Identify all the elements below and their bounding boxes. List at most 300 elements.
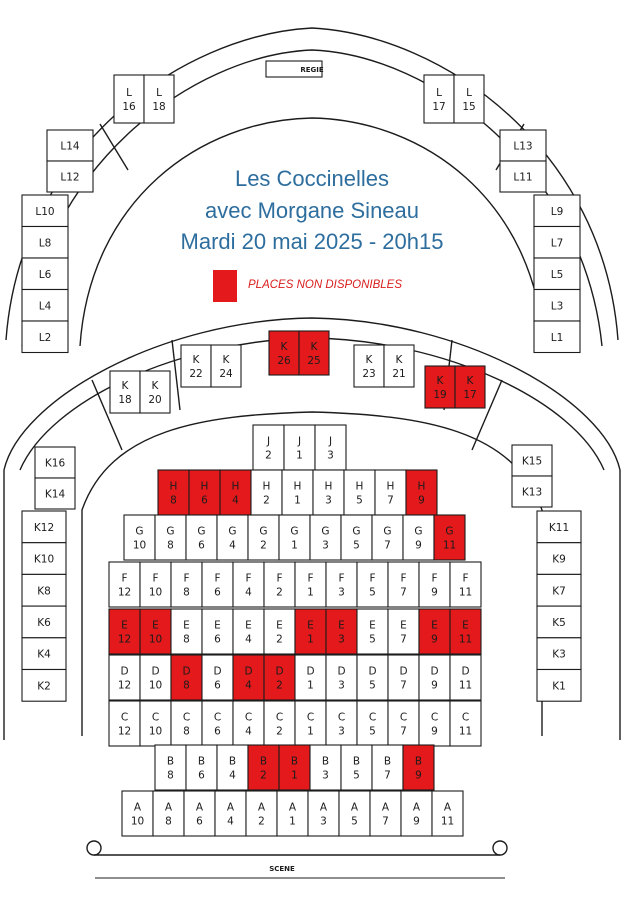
seat-c2[interactable] [264, 701, 295, 746]
seat-c4-row: C [244, 711, 253, 724]
seat-f6[interactable] [202, 562, 233, 607]
seat-d1-number: 1 [307, 679, 314, 692]
seat-e9-number: 9 [431, 633, 438, 646]
seat-h2[interactable] [251, 470, 282, 515]
seat-h3-number: 3 [325, 494, 332, 507]
seat-d2-row: D [275, 665, 284, 678]
seat-a3-row: A [319, 801, 328, 814]
seat-c1-number: 1 [307, 725, 314, 738]
seat-c4[interactable] [233, 701, 264, 746]
seat-l7-label: L7 [550, 237, 564, 250]
seat-f3-row: F [338, 572, 345, 585]
seat-a7[interactable] [370, 791, 401, 836]
seat-h5[interactable] [344, 470, 375, 515]
seat-k1-label: K1 [552, 680, 566, 693]
seat-b4-row: B [228, 755, 237, 768]
seat-a5[interactable] [339, 791, 370, 836]
seat-d10-row: D [151, 665, 160, 678]
seat-a2-number: 2 [258, 815, 265, 828]
seat-a6[interactable] [184, 791, 215, 836]
seat-a7-row: A [381, 801, 390, 814]
seat-c9-number: 9 [431, 725, 438, 738]
seat-b2[interactable] [248, 745, 279, 790]
seat-a7-number: 7 [382, 815, 389, 828]
seat-h5-number: 5 [356, 494, 363, 507]
seat-f4[interactable] [233, 562, 264, 607]
seat-g10[interactable] [124, 515, 155, 560]
seat-a4-number: 4 [227, 815, 234, 828]
seat-a4-row: A [226, 801, 235, 814]
seat-k14-label: K14 [44, 488, 66, 501]
seat-k19-row: K [436, 375, 444, 387]
seat-f10-number: 10 [148, 586, 163, 599]
seat-h8-row: H [169, 480, 178, 493]
seat-g5-number: 5 [353, 539, 360, 552]
seat-e11[interactable] [450, 609, 481, 654]
seat-h2-row: H [262, 480, 271, 493]
regie-label: REGIE [300, 66, 324, 74]
seat-g8-number: 8 [167, 539, 174, 552]
seat-e5-number: 5 [369, 633, 376, 646]
event-performer: avec Morgane Sineau [204, 198, 420, 223]
seat-g9[interactable] [403, 515, 434, 560]
seat-f7[interactable] [388, 562, 419, 607]
seat-d4-number: 4 [245, 679, 252, 692]
seat-b5[interactable] [341, 745, 372, 790]
seat-l11-label: L11 [513, 171, 533, 184]
seat-a3[interactable] [308, 791, 339, 836]
seat-e9[interactable] [419, 609, 450, 654]
seat-b3[interactable] [310, 745, 341, 790]
seat-l18-number: 18 [152, 101, 166, 113]
seat-c7-number: 7 [400, 725, 407, 738]
seat-c9-row: C [430, 711, 439, 724]
seat-e7[interactable] [388, 609, 419, 654]
seat-l8-label: L8 [38, 237, 52, 250]
seat-c5-number: 5 [369, 725, 376, 738]
seat-b1[interactable] [279, 745, 310, 790]
seat-a10[interactable] [122, 791, 153, 836]
seat-a3-number: 3 [320, 815, 327, 828]
seat-a11-row: A [443, 801, 452, 814]
seat-d8[interactable] [171, 655, 202, 700]
seat-k22[interactable] [181, 345, 211, 387]
seat-k16-label: K16 [44, 457, 66, 470]
seat-c12[interactable] [109, 701, 140, 746]
seat-f11-number: 11 [458, 586, 473, 599]
seat-d10[interactable] [140, 655, 171, 700]
seat-g6[interactable] [186, 515, 217, 560]
seat-k26[interactable] [269, 331, 299, 375]
seat-b4[interactable] [217, 745, 248, 790]
seat-f11[interactable] [450, 562, 481, 607]
seat-f8[interactable] [171, 562, 202, 607]
seat-e2[interactable] [264, 609, 295, 654]
seat-l4-label: L4 [38, 300, 52, 313]
seat-e12-row: E [121, 619, 128, 632]
seat-b8-row: B [166, 755, 175, 768]
seat-c2-row: C [275, 711, 284, 724]
scene-label: SCENE [269, 865, 295, 873]
seat-d5-row: D [368, 665, 377, 678]
seat-e6-number: 6 [214, 633, 221, 646]
seat-k26-row: K [280, 341, 288, 353]
seat-e1-row: E [307, 619, 314, 632]
seat-f1[interactable] [295, 562, 326, 607]
seat-h8[interactable] [158, 470, 189, 515]
seat-j3-number: 3 [327, 449, 334, 462]
seat-g3-row: G [321, 525, 330, 538]
seat-k20-number: 20 [148, 394, 162, 406]
seat-a9-row: A [412, 801, 421, 814]
seat-a1-number: 1 [289, 815, 296, 828]
seat-j3[interactable] [315, 425, 346, 470]
seat-d12[interactable] [109, 655, 140, 700]
seat-e6-row: E [214, 619, 221, 632]
seat-g4-number: 4 [229, 539, 236, 552]
seat-g7-row: G [383, 525, 392, 538]
seat-a1[interactable] [277, 791, 308, 836]
seat-e10[interactable] [140, 609, 171, 654]
seat-a9-number: 9 [413, 815, 420, 828]
seat-l18[interactable] [144, 75, 174, 123]
seat-k22-row: K [192, 354, 200, 366]
seat-h9-row: H [417, 480, 426, 493]
seat-k21-number: 21 [392, 368, 406, 380]
seat-c3-number: 3 [338, 725, 345, 738]
seat-f5[interactable] [357, 562, 388, 607]
seat-g2-row: G [259, 525, 268, 538]
seat-d1-row: D [306, 665, 315, 678]
seat-e1-number: 1 [307, 633, 314, 646]
seat-k17[interactable] [455, 366, 485, 408]
seat-j2-number: 2 [265, 449, 272, 462]
seat-a11-number: 11 [440, 815, 455, 828]
seat-l3-label: L3 [550, 300, 564, 313]
seat-g1-row: G [290, 525, 299, 538]
seat-b7-number: 7 [384, 769, 391, 782]
seat-a5-number: 5 [351, 815, 358, 828]
seat-h4[interactable] [220, 470, 251, 515]
seat-b2-number: 2 [260, 769, 267, 782]
seat-k18-number: 18 [118, 394, 132, 406]
seat-g7[interactable] [372, 515, 403, 560]
seat-f5-number: 5 [369, 586, 376, 599]
seat-e8[interactable] [171, 609, 202, 654]
seat-l15-number: 15 [462, 101, 476, 113]
seat-f9-number: 9 [431, 586, 438, 599]
seat-g2-number: 2 [260, 539, 267, 552]
seat-f12-number: 12 [117, 586, 132, 599]
seat-b6[interactable] [186, 745, 217, 790]
seat-f3[interactable] [326, 562, 357, 607]
seat-h9[interactable] [406, 470, 437, 515]
seat-c1[interactable] [295, 701, 326, 746]
seat-c12-number: 12 [117, 725, 132, 738]
seat-k18-row: K [121, 380, 129, 392]
seat-f8-number: 8 [183, 586, 190, 599]
seat-h3-row: H [324, 480, 333, 493]
seat-g8[interactable] [155, 515, 186, 560]
seat-k11-label: K11 [548, 521, 570, 534]
seat-h2-number: 2 [263, 494, 270, 507]
seat-k19[interactable] [425, 366, 455, 408]
seat-d6-row: D [213, 665, 222, 678]
seat-a8-row: A [164, 801, 173, 814]
seat-c8[interactable] [171, 701, 202, 746]
seat-h4-row: H [231, 480, 240, 493]
seat-e6[interactable] [202, 609, 233, 654]
seat-a11[interactable] [432, 791, 463, 836]
seat-d3-row: D [337, 665, 346, 678]
seat-d11[interactable] [450, 655, 481, 700]
seat-f12-row: F [121, 572, 128, 585]
seat-k21[interactable] [384, 345, 414, 387]
seat-e8-number: 8 [183, 633, 190, 646]
seat-c11[interactable] [450, 701, 481, 746]
legend-swatch [213, 270, 237, 302]
seat-k23[interactable] [354, 345, 384, 387]
seat-b6-row: B [197, 755, 206, 768]
seat-d2[interactable] [264, 655, 295, 700]
seat-g1-number: 1 [291, 539, 298, 552]
seat-g6-number: 6 [198, 539, 205, 552]
seat-d3[interactable] [326, 655, 357, 700]
seat-c6[interactable] [202, 701, 233, 746]
seat-g3[interactable] [310, 515, 341, 560]
seat-f2[interactable] [264, 562, 295, 607]
seat-l17-number: 17 [432, 101, 446, 113]
seat-c9[interactable] [419, 701, 450, 746]
seat-g8-row: G [166, 525, 175, 538]
seat-f1-number: 1 [307, 586, 314, 599]
seat-c10[interactable] [140, 701, 171, 746]
seat-b8[interactable] [155, 745, 186, 790]
seat-j1[interactable] [284, 425, 315, 470]
seat-a10-number: 10 [130, 815, 145, 828]
seat-b4-number: 4 [229, 769, 236, 782]
seat-f2-number: 2 [276, 586, 283, 599]
seat-l14-label: L14 [60, 140, 80, 153]
seat-e2-row: E [276, 619, 283, 632]
seat-k21-row: K [395, 354, 403, 366]
seat-d7-number: 7 [400, 679, 407, 692]
seat-c3-row: C [337, 711, 346, 724]
seat-k25-number: 25 [307, 355, 321, 367]
seat-d5[interactable] [357, 655, 388, 700]
seat-e4-row: E [245, 619, 252, 632]
seat-f10[interactable] [140, 562, 171, 607]
seat-k20[interactable] [140, 371, 170, 413]
seat-e5-row: E [369, 619, 376, 632]
seat-c7[interactable] [388, 701, 419, 746]
seat-b9[interactable] [403, 745, 434, 790]
seat-b7-row: B [383, 755, 392, 768]
seat-g11[interactable] [434, 515, 465, 560]
seat-e12[interactable] [109, 609, 140, 654]
seat-h7-row: H [386, 480, 395, 493]
seat-c12-row: C [120, 711, 129, 724]
divider-line [172, 340, 180, 410]
seat-l17[interactable] [424, 75, 454, 123]
seat-l10-label: L10 [35, 205, 55, 218]
seat-d2-number: 2 [276, 679, 283, 692]
seat-k23-row: K [365, 354, 373, 366]
seat-b3-row: B [321, 755, 330, 768]
seat-k22-number: 22 [189, 368, 203, 380]
seat-b5-row: B [352, 755, 361, 768]
seat-e1[interactable] [295, 609, 326, 654]
seat-d11-row: D [461, 665, 470, 678]
seat-k7-label: K7 [552, 585, 566, 598]
seat-a5-row: A [350, 801, 359, 814]
seat-h3[interactable] [313, 470, 344, 515]
seat-a8[interactable] [153, 791, 184, 836]
seat-l6-label: L6 [38, 268, 52, 281]
seat-f4-number: 4 [245, 586, 252, 599]
seat-d8-number: 8 [183, 679, 190, 692]
seat-a4[interactable] [215, 791, 246, 836]
seat-f10-row: F [152, 572, 159, 585]
seat-j1-number: 1 [296, 449, 303, 462]
seat-e2-number: 2 [276, 633, 283, 646]
seat-e3[interactable] [326, 609, 357, 654]
seat-a2[interactable] [246, 791, 277, 836]
seat-g2[interactable] [248, 515, 279, 560]
seat-f6-number: 6 [214, 586, 221, 599]
seat-g5-row: G [352, 525, 361, 538]
seat-k12-label: K12 [33, 521, 55, 534]
seat-g4-row: G [228, 525, 237, 538]
seat-j2-row: J [266, 435, 271, 448]
seat-d6[interactable] [202, 655, 233, 700]
event-title: Les Coccinelles [234, 166, 390, 191]
seat-c6-row: C [213, 711, 222, 724]
seat-b5-number: 5 [353, 769, 360, 782]
seat-k4-label: K4 [37, 648, 51, 661]
seat-f5-row: F [369, 572, 376, 585]
seat-d9[interactable] [419, 655, 450, 700]
seat-k25-row: K [310, 341, 318, 353]
stage-post-left [87, 841, 101, 855]
seat-k19-number: 19 [433, 389, 447, 401]
seat-h5-row: H [355, 480, 364, 493]
seat-b8-number: 8 [167, 769, 174, 782]
seat-h7[interactable] [375, 470, 406, 515]
seat-e5[interactable] [357, 609, 388, 654]
seat-k18[interactable] [110, 371, 140, 413]
seat-c11-number: 11 [458, 725, 473, 738]
seat-d3-number: 3 [338, 679, 345, 692]
seat-d6-number: 6 [214, 679, 221, 692]
seat-e12-number: 12 [117, 633, 132, 646]
seat-d11-number: 11 [458, 679, 473, 692]
seat-d4[interactable] [233, 655, 264, 700]
seat-h1[interactable] [282, 470, 313, 515]
seat-l2-label: L2 [38, 331, 52, 344]
seat-g1[interactable] [279, 515, 310, 560]
seat-k2-label: K2 [37, 680, 51, 693]
seat-c8-row: C [182, 711, 191, 724]
seat-h9-number: 9 [418, 494, 425, 507]
seat-d1[interactable] [295, 655, 326, 700]
seat-g6-row: G [197, 525, 206, 538]
seat-h1-row: H [293, 480, 302, 493]
seat-g11-row: G [445, 525, 454, 538]
seat-c10-number: 10 [148, 725, 163, 738]
seat-l18-row: L [156, 87, 162, 99]
seat-k17-number: 17 [463, 389, 477, 401]
seat-e7-number: 7 [400, 633, 407, 646]
seat-l16-row: L [126, 87, 132, 99]
seat-g9-row: G [414, 525, 423, 538]
seat-a8-number: 8 [165, 815, 172, 828]
seat-l16[interactable] [114, 75, 144, 123]
seat-g4[interactable] [217, 515, 248, 560]
seat-k24[interactable] [211, 345, 241, 387]
seat-c8-number: 8 [183, 725, 190, 738]
seat-d12-row: D [120, 665, 129, 678]
seat-d7[interactable] [388, 655, 419, 700]
seat-a6-row: A [195, 801, 204, 814]
seat-f9[interactable] [419, 562, 450, 607]
seat-f6-row: F [214, 572, 221, 585]
seat-a6-number: 6 [196, 815, 203, 828]
seat-h6-row: H [200, 480, 209, 493]
seat-l13-label: L13 [513, 140, 533, 153]
seat-k24-row: K [222, 354, 230, 366]
seat-g10-row: G [135, 525, 144, 538]
seat-e9-row: E [431, 619, 438, 632]
seat-a9[interactable] [401, 791, 432, 836]
seat-d5-number: 5 [369, 679, 376, 692]
seat-f1-row: F [307, 572, 314, 585]
seat-c1-row: C [306, 711, 315, 724]
seat-j3-row: J [328, 435, 333, 448]
seat-e4[interactable] [233, 609, 264, 654]
seat-c7-row: C [399, 711, 408, 724]
seat-d12-number: 12 [117, 679, 132, 692]
seat-k23-number: 23 [362, 368, 376, 380]
seat-e10-row: E [152, 619, 159, 632]
seat-b7[interactable] [372, 745, 403, 790]
seat-j1-row: J [297, 435, 302, 448]
seat-c3[interactable] [326, 701, 357, 746]
seat-b6-number: 6 [198, 769, 205, 782]
seat-e11-number: 11 [458, 633, 473, 646]
seat-h6[interactable] [189, 470, 220, 515]
seat-b1-row: B [290, 755, 299, 768]
seat-f12[interactable] [109, 562, 140, 607]
event-date: Mardi 20 mai 2025 - 20h15 [180, 229, 444, 254]
seat-j2[interactable] [253, 425, 284, 470]
seat-g9-number: 9 [415, 539, 422, 552]
seat-g5[interactable] [341, 515, 372, 560]
seat-f9-row: F [431, 572, 438, 585]
seat-d9-number: 9 [431, 679, 438, 692]
seat-g7-number: 7 [384, 539, 391, 552]
seat-k13-label: K13 [521, 486, 543, 499]
seat-e3-number: 3 [338, 633, 345, 646]
seat-b2-row: B [259, 755, 268, 768]
seat-k25[interactable] [299, 331, 329, 375]
seat-c5[interactable] [357, 701, 388, 746]
legend-label: PLACES NON DISPONIBLES [248, 279, 403, 291]
seat-e4-number: 4 [245, 633, 252, 646]
seat-l15[interactable] [454, 75, 484, 123]
seat-h4-number: 4 [232, 494, 239, 507]
seat-e10-number: 10 [148, 633, 163, 646]
